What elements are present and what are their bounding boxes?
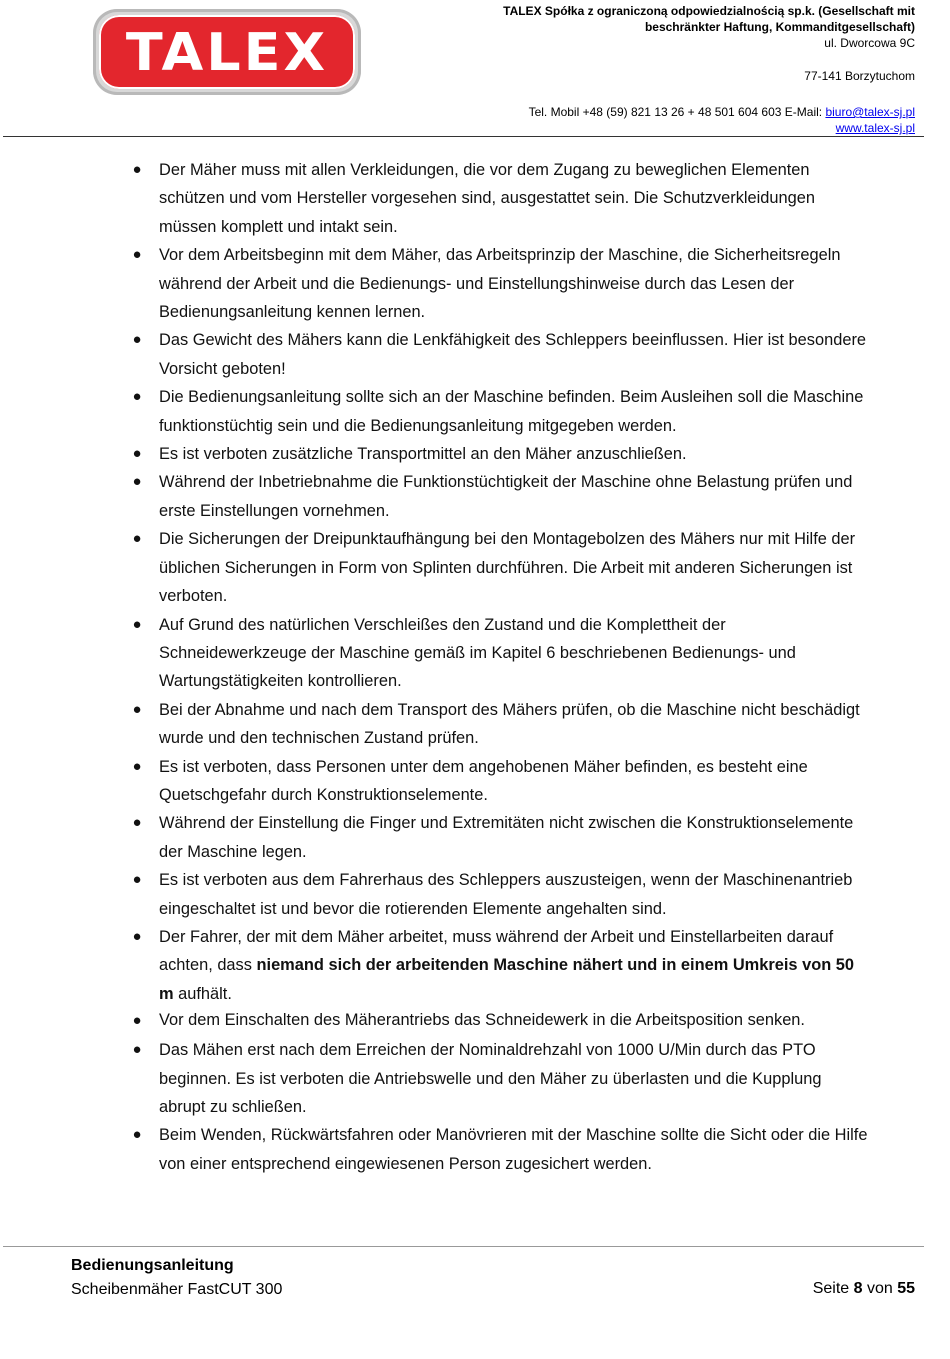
list-item: ● Beim Wenden, Rückwärtsfahren oder Manövrieren mit der Maschine sollte die Sicht oder die Hilfe von einer entsprechend eingewiesenen Person zugesichert werden.: [125, 1121, 870, 1178]
bullet-icon: ●: [132, 161, 142, 178]
list-item: ● Während der Inbetriebnahme die Funktionstüchtigkeit der Maschine ohne Belastung prüfen und erste Einstellungen vornehmen.: [125, 468, 870, 525]
bullet-icon: ●: [132, 871, 142, 889]
company-line-2: beschränkter Haftung, Kommanditgesellschaft): [644, 20, 915, 34]
bullet-icon: ●: [132, 388, 142, 406]
list-item: ● Das Gewicht des Mähers kann die Lenkfähigkeit des Schleppers beeinflussen. Hier ist besondere Vorsicht geboten!: [125, 326, 870, 383]
list-item: ● Es ist verboten, dass Personen unter dem angehobenen Mäher befinden, es besteht eine Quetschgefahr durch Konstruktionselemente.: [125, 753, 870, 810]
page-header: [0, 0, 950, 140]
company-line-1: TALEX Spółka z ograniczoną odpowiedzialnością sp.k. (Gesellschaft mit: [503, 4, 915, 18]
safety-instructions: [125, 156, 870, 1178]
list-item: ● Es ist verboten aus dem Fahrerhaus des Schleppers auszusteigen, wenn der Maschinenantrieb eingeschaltet ist und bevor die rotierenden Elemente angehalten sind.: [125, 866, 870, 923]
talex-logo: [93, 9, 361, 95]
bullet-icon: ●: [132, 530, 142, 548]
email-link[interactable]: biuro@talex-sj.pl: [825, 105, 915, 119]
bullet-icon: ●: [132, 814, 142, 832]
logo-text: TALEX: [125, 22, 329, 82]
address-line-1: ul. Dworcowa 9C: [824, 36, 915, 50]
footer-subtitle: Scheibenmäher FastCUT 300: [71, 1281, 283, 1298]
footer-divider: [3, 1246, 924, 1247]
website-link[interactable]: www.talex-sj.pl: [835, 121, 915, 135]
emphasis-text: niemand sich der arbeitenden Maschine nähert und in einem Umkreis von 50 m: [159, 956, 855, 1003]
footer-document-info: [71, 1254, 282, 1302]
bullet-icon: ●: [132, 700, 142, 718]
list-item: ● Die Sicherungen der Dreipunktaufhängung bei den Montagebolzen des Mähers nur mit Hilfe der üblichen Sicherungen in Form von Splinten durchführen. Die Arbeit mit anderen Sicherungen ist verboten.: [125, 525, 870, 610]
page-number: Seite 8 von 55: [812, 1280, 915, 1297]
instruction-list: [125, 156, 870, 1178]
list-item: ● Die Bedienungsanleitung sollte sich an der Maschine befinden. Beim Ausleihen soll die Maschine funktionstüchtig sein und die Bedienungsanleitung mitgegeben werden.: [125, 383, 870, 440]
list-item: ● Der Mäher muss mit allen Verkleidungen, die vor dem Zugang zu beweglichen Elementen schützen und vom Hersteller vorgesehen sind, ausgestattet sein. Die Schutzverkleidungen müssen komplett und intakt sein.: [125, 156, 870, 241]
list-item: ● Während der Einstellung die Finger und Extremitäten nicht zwischen die Konstruktionselemente der Maschine legen.: [125, 809, 870, 866]
bullet-icon: ●: [132, 927, 142, 945]
bullet-icon: ●: [132, 615, 142, 633]
list-item: ● Auf Grund des natürlichen Verschleißes den Zustand und die Komplettheit der Schneidewerkzeuge der Maschine gemäß im Kapitel 6 beschriebenen Bedienungs- und Wartungstätigkeiten kontrollieren.: [125, 611, 870, 696]
page-total: 55: [897, 1280, 915, 1297]
bullet-icon: ●: [132, 1126, 142, 1144]
page-current: 8: [853, 1280, 863, 1297]
bullet-icon: ●: [132, 1041, 142, 1059]
list-item: ● Es ist verboten zusätzliche Transportmittel an den Mäher anzuschließen.: [125, 440, 870, 468]
address-line-2: 77-141 Borzytuchom: [804, 69, 915, 83]
list-item: ● Vor dem Einschalten des Mäherantriebs das Schneidewerk in die Arbeitsposition senken.: [125, 1008, 870, 1033]
bullet-icon: ●: [132, 757, 142, 775]
list-item: ● Vor dem Arbeitsbeginn mit dem Mäher, das Arbeitsprinzip der Maschine, die Sicherheitsregeln während der Arbeit und die Bedienungs- und Einstellungshinweise durch das Lesen der Bedienungsanleitung kennen lernen.: [125, 241, 870, 326]
contact-phone: Tel. Mobil +48 (59) 821 13 26 + 48 501 604 603 E-Mail:: [528, 105, 826, 119]
contact-info: [529, 104, 915, 136]
bullet-icon: ●: [132, 331, 142, 349]
bullet-icon: ●: [132, 246, 142, 264]
list-item: ● Das Mähen erst nach dem Erreichen der Nominaldrehzahl von 1000 U/Min durch das PTO beginnen. Es ist verboten die Antriebswelle und den Mäher zu überlasten und die Kupplung abrupt zu schließen.: [125, 1036, 870, 1121]
bullet-icon: ●: [132, 1012, 142, 1030]
list-item: ● Bei der Abnahme und nach dem Transport des Mähers prüfen, ob die Maschine nicht beschädigt wurde und den technischen Zustand prüfen.: [125, 696, 870, 753]
list-item: ● Der Fahrer, der mit dem Mäher arbeitet, muss während der Arbeit und Einstellarbeiten darauf achten, dass niemand sich der arbeitenden Maschine nähert und in einem Umkreis von 50 m aufhält.: [125, 923, 870, 1008]
footer-title: Bedienungsanleitung: [71, 1257, 234, 1274]
company-name: [503, 3, 915, 51]
bullet-icon: ●: [132, 445, 142, 463]
header-divider: [3, 136, 924, 137]
bullet-icon: ●: [132, 473, 142, 491]
